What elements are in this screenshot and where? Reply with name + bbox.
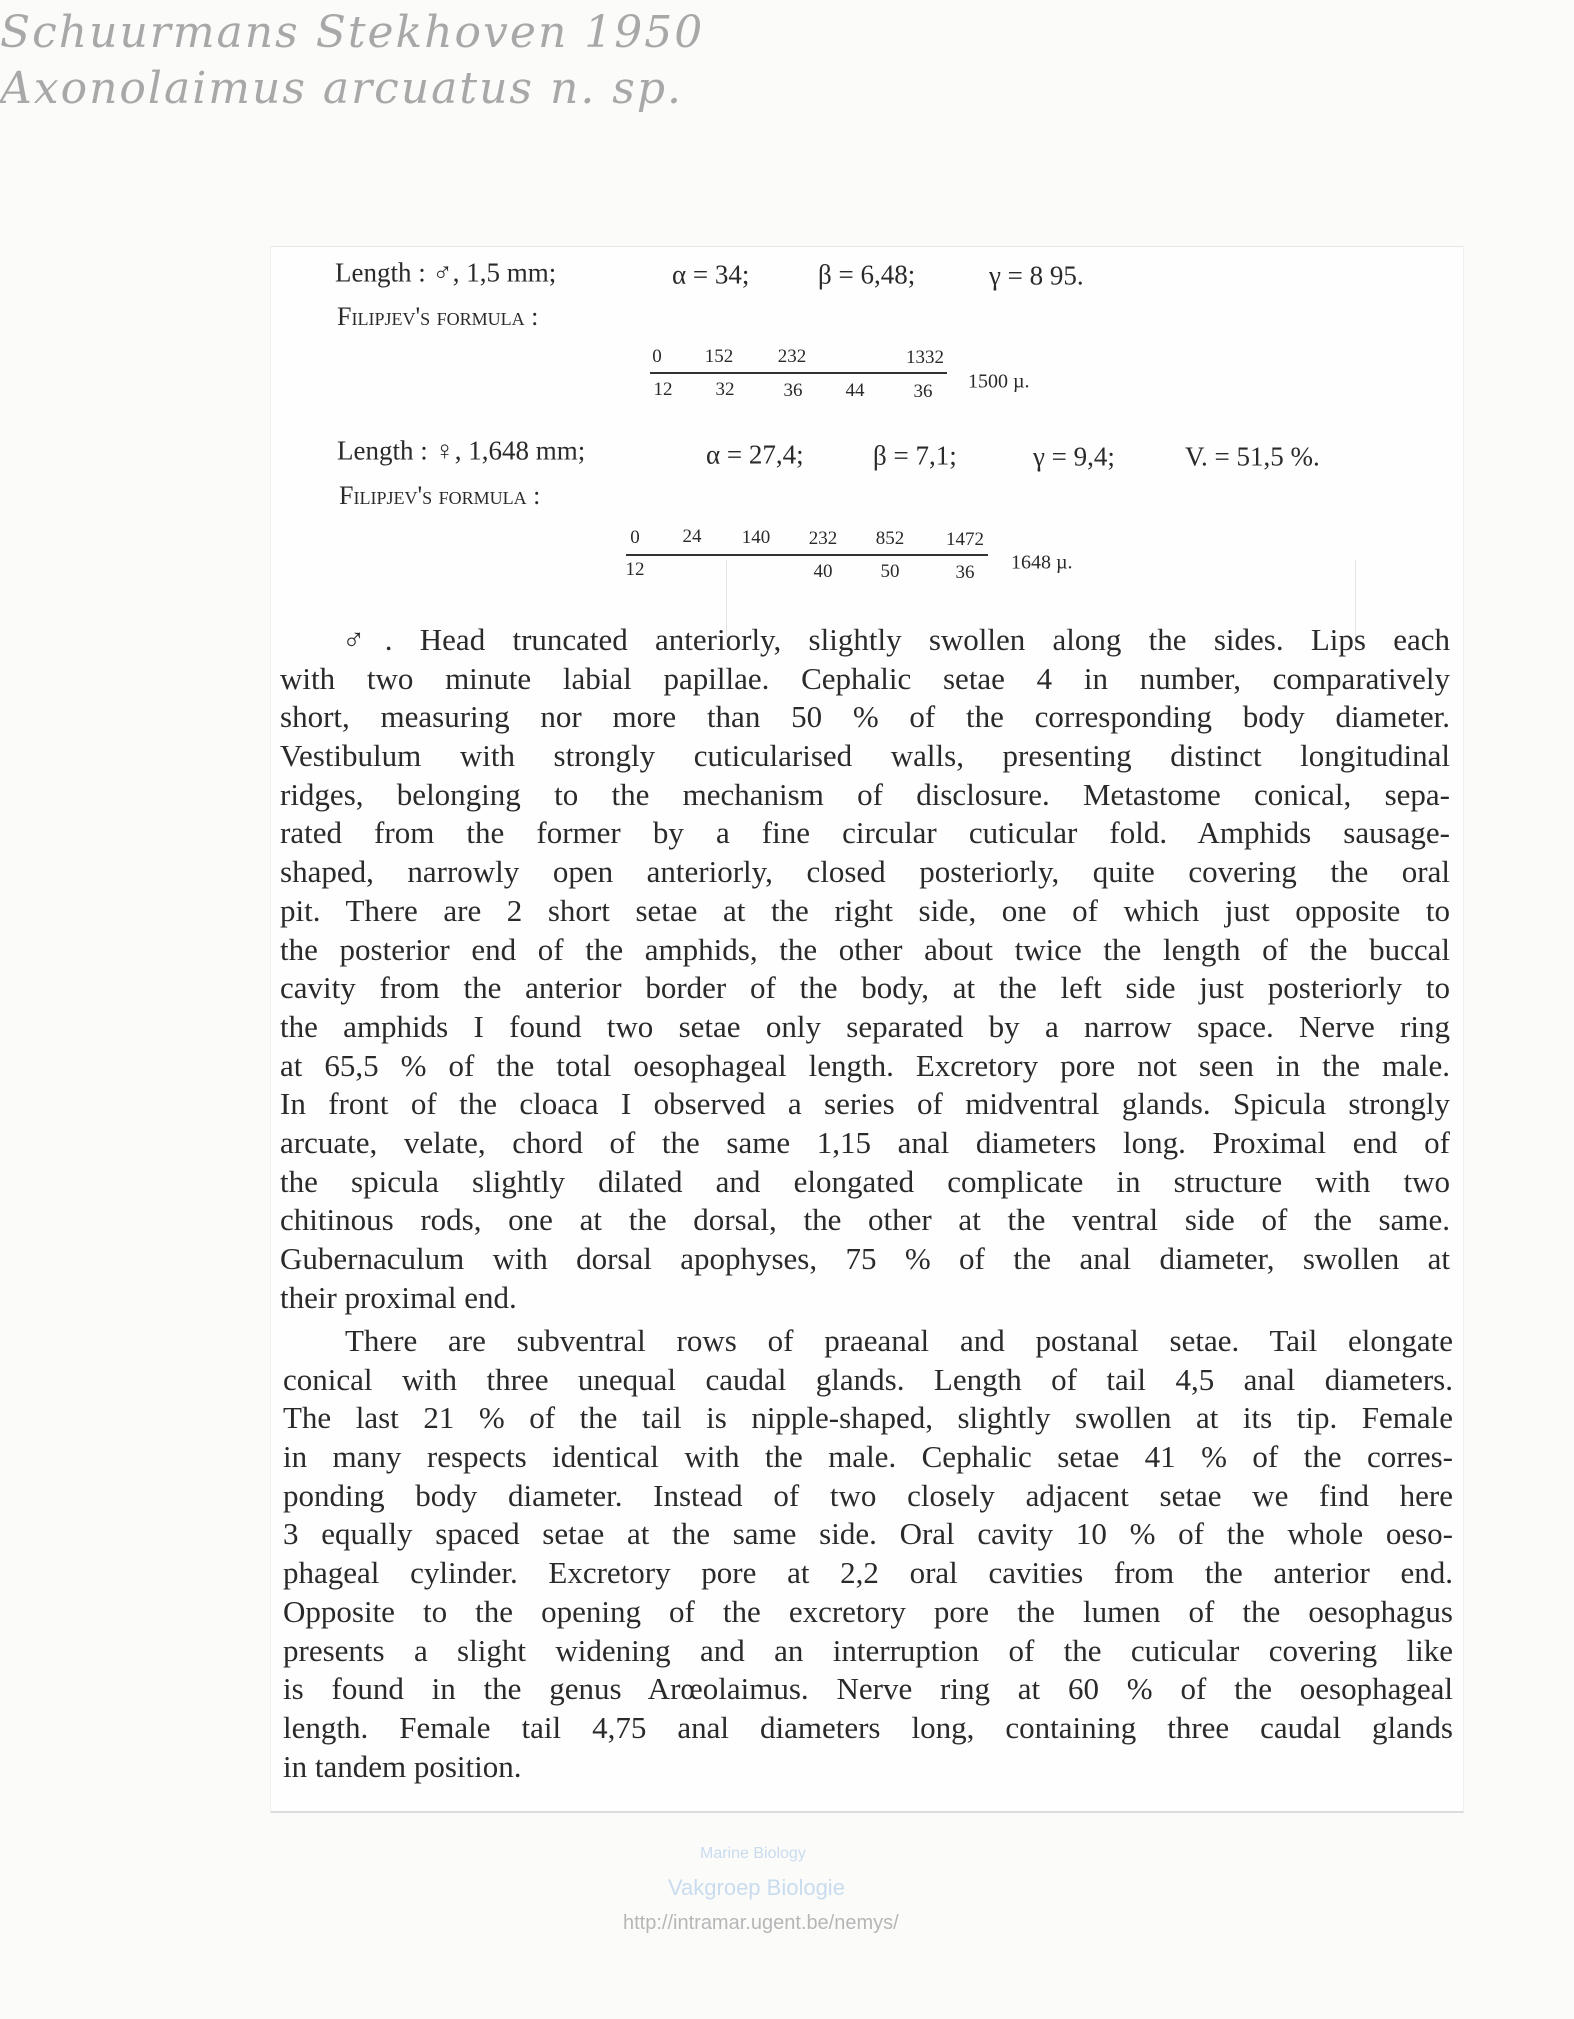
text-line: rated from the former by a fine circular cuticular fold. Amphids sausage- <box>280 815 1450 851</box>
handwritten-author-note: Schuurmans Stekhoven 1950 <box>0 7 705 58</box>
formula-numerator: 852 <box>875 528 905 549</box>
formula-denominator: 36 <box>913 381 933 402</box>
watermark-line: Marine Biology <box>700 1845 806 1862</box>
text-line: in tandem position. <box>283 1748 522 1784</box>
female-length: Length : ♀, 1,648 mm; <box>337 435 586 466</box>
formula-denominator: 50 <box>880 561 900 582</box>
formula-denominator: 40 <box>813 561 833 582</box>
text-line: ponding body diameter. Instead of two closely adjacent setae we find here <box>283 1477 1453 1513</box>
formula-denominator: 36 <box>955 562 975 583</box>
text-line: at 65,5 % of the total oesophageal length. Excretory pore not seen in the male. <box>280 1047 1450 1083</box>
male-formula-label: Filipjev's formula : <box>337 302 539 331</box>
text-line: Gubernaculum with dorsal apophyses, 75 % of the anal diameter, swollen at <box>280 1241 1450 1276</box>
formula-denominator: 12 <box>653 379 673 400</box>
handwritten-species-note: Axonolaimus arcuatus n. sp. <box>0 63 684 114</box>
text-line: short, measuring nor more than 50 % of the corresponding body diameter. <box>280 699 1450 735</box>
text-line: Opposite to the opening of the excretory pore the lumen of the oesophagus <box>283 1593 1453 1629</box>
female-alpha: α = 27,4; <box>706 439 804 470</box>
text-line: conical with three unequal caudal glands. Length of tail 4,5 anal diameters. <box>283 1361 1453 1397</box>
male-alpha: α = 34; <box>672 259 750 290</box>
text-line: 3 equally spaced setae at the same side. Oral cavity 10 % of the whole oeso- <box>283 1516 1453 1552</box>
formula-numerator: 140 <box>741 527 771 548</box>
formula-total-length: 1648 µ. <box>1011 551 1073 574</box>
female-beta: β = 7,1; <box>873 440 957 471</box>
text-line: chitinous rods, one at the dorsal, the other at the ventral side of the same. <box>280 1202 1450 1238</box>
formula-total-length: 1500 µ. <box>968 370 1030 393</box>
male-gamma: γ = 8 95. <box>989 260 1084 291</box>
formula-denominator: 36 <box>783 380 803 401</box>
female-gamma: γ = 9,4; <box>1033 441 1115 472</box>
male-length: Length : ♂, 1,5 mm; <box>335 257 557 288</box>
formula-denominator: 12 <box>625 559 645 580</box>
text-line: pit. There are 2 short setae at the right side, one of which just opposite to <box>280 892 1450 928</box>
text-line: shaped, narrowly open anteriorly, closed posteriorly, quite covering the oral <box>280 854 1450 890</box>
watermark-line: http://intramar.ugent.be/nemys/ <box>623 1912 899 1934</box>
male-beta: β = 6,48; <box>818 259 916 290</box>
formula-numerator: 232 <box>777 346 807 367</box>
formula-numerator: 1332 <box>906 347 944 368</box>
text-line: presents a slight widening and an interruption of the cuticular covering like <box>283 1632 1453 1668</box>
text-line: phageal cylinder. Excretory pore at 2,2 oral cavities from the anterior end. <box>283 1555 1453 1591</box>
female-vulva: V. = 51,5 %. <box>1185 441 1320 472</box>
formula-fraction-bar <box>626 554 988 556</box>
formula-numerator: 232 <box>808 528 838 549</box>
male-description-paragraph <box>280 621 1450 1317</box>
text-line: cavity from the anterior border of the body, at the left side just posteriorly to <box>280 970 1450 1006</box>
text-line: is found in the genus Arœolaimus. Nerve ring at 60 % of the oesophageal <box>283 1671 1453 1707</box>
text-line: There are subventral rows of praeanal and postanal setae. Tail elongate <box>345 1323 1453 1358</box>
text-line: length. Female tail 4,75 anal diameters long, containing three caudal glands <box>283 1709 1453 1745</box>
formula-denominator: 44 <box>845 380 865 401</box>
formula-numerator: 0 <box>652 346 662 367</box>
text-line: with two minute labial papillae. Cephalic setae 4 in number, comparatively <box>280 660 1450 696</box>
text-line: ♂. Head truncated anteriorly, slightly swollen along the sides. Lips each <box>342 622 1450 657</box>
formula-denominator: 32 <box>715 379 735 400</box>
formula-numerator: 1472 <box>946 529 984 550</box>
text-line: Vestibulum with strongly cuticularised walls, presenting distinct longitudinal <box>280 738 1450 774</box>
text-line: In front of the cloaca I observed a series of midventral glands. Spicula strongly <box>280 1086 1450 1122</box>
formula-numerator: 0 <box>630 527 640 548</box>
text-line: in many respects identical with the male. Cephalic setae 41 % of the corres- <box>283 1439 1453 1475</box>
female-formula-label: Filipjev's formula : <box>339 481 541 510</box>
text-line: ridges, belonging to the mechanism of disclosure. Metastome conical, sepa- <box>280 776 1450 812</box>
text-line: the spicula slightly dilated and elongated complicate in structure with two <box>280 1163 1450 1199</box>
watermark-line: Vakgroep Biologie <box>668 1875 845 1900</box>
text-line: arcuate, velate, chord of the same 1,15 anal diameters long. Proximal end of <box>280 1124 1450 1160</box>
text-line: the amphids I found two setae only separated by a narrow space. Nerve ring <box>280 1008 1450 1044</box>
formula-fraction-bar <box>650 372 947 374</box>
text-line: The last 21 % of the tail is nipple-shaped, slightly swollen at its tip. Female <box>283 1400 1453 1436</box>
tail-female-description-paragraph <box>283 1322 1453 1786</box>
text-line: their proximal end. <box>280 1279 517 1315</box>
formula-numerator: 24 <box>682 526 702 547</box>
formula-numerator: 152 <box>704 346 734 367</box>
text-line: the posterior end of the amphids, the other about twice the length of the buccal <box>280 931 1450 967</box>
